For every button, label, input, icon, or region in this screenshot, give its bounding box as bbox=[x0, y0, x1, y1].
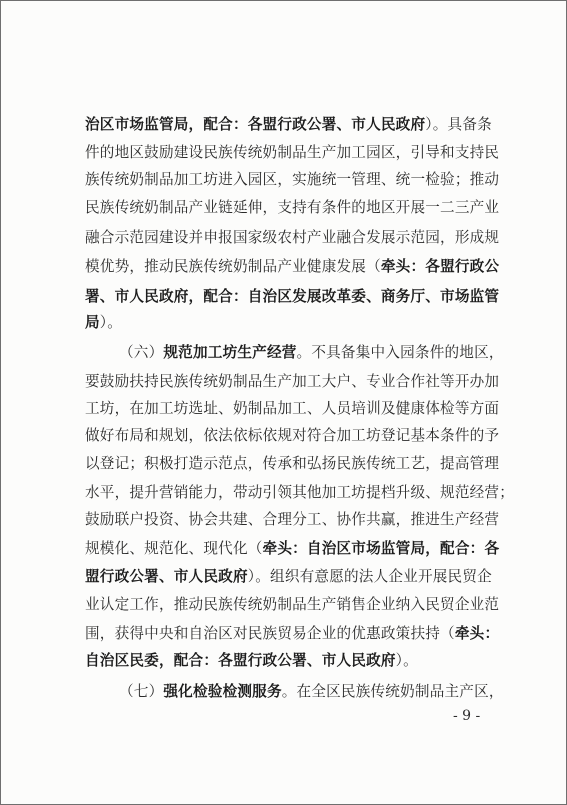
text-line bbox=[119, 344, 504, 362]
text-run: 融合示范园建设并申报国家级农村产业融合发展示范园，形成规 bbox=[85, 229, 500, 246]
bold-text-run: 牵头：各盟行政公 bbox=[380, 258, 500, 275]
text-run: 。在全区民族传统奶制品主产区， bbox=[281, 683, 504, 700]
text-line bbox=[85, 171, 499, 189]
text-run: 件的地区鼓励建设民族传统奶制品生产加工园区，引导和支持民 bbox=[85, 144, 500, 161]
text-line bbox=[85, 568, 492, 586]
bold-text-run: 强化检验检测服务 bbox=[163, 683, 282, 700]
bold-text-run: 治区市场监管局，配合：各盟行政公署、市人民政府 bbox=[85, 116, 426, 133]
text-run: ）。组织有意愿的法人企业开展民贸企 bbox=[247, 568, 492, 585]
text-run: 模优势，推动民族传统奶制品产业健康发展（ bbox=[85, 258, 381, 275]
text-line bbox=[85, 484, 514, 502]
page-number: - 9 - bbox=[453, 708, 481, 724]
bold-text-run: 局 bbox=[85, 314, 100, 331]
bold-text-run: 牵头：自治区市场监管局，配合：各 bbox=[262, 540, 500, 557]
text-line bbox=[85, 652, 418, 670]
text-line bbox=[85, 455, 499, 473]
text-line bbox=[85, 314, 122, 332]
text-run: 以登记；积极打造示范点，传承和弘扬民族传统工艺，提高管理 bbox=[85, 455, 500, 472]
text-run: ）。 bbox=[395, 652, 418, 669]
text-line bbox=[85, 199, 499, 217]
text-run: （六） bbox=[119, 344, 164, 361]
text-line bbox=[85, 596, 499, 614]
text-run: 规模化、规范化、现代化（ bbox=[85, 540, 263, 557]
text-run: 工坊，在加工坊选址、奶制品加工、人员培训及健康体检等方面 bbox=[85, 400, 500, 417]
text-run: 族传统奶制品加工坊进入园区，实施统一管理、统一检验；推动 bbox=[85, 171, 500, 188]
bold-text-run: 署、市人民政府，配合：自治区发展改革委、商务厅、市场监管 bbox=[85, 288, 500, 305]
text-line bbox=[119, 683, 504, 701]
text-run: 民族传统奶制品产业链延伸，支持有条件的地区开展一二三产业 bbox=[85, 199, 500, 216]
text-run: 。不具备集中入园条件的地区， bbox=[296, 344, 504, 361]
bold-text-run: 规范加工坊生产经营 bbox=[163, 344, 297, 361]
text-line bbox=[85, 540, 499, 558]
text-line bbox=[85, 625, 499, 643]
text-run: ）。 bbox=[99, 314, 123, 331]
text-line bbox=[85, 144, 499, 162]
text-run: 要鼓励扶持民族传统奶制品生产加工大户、专业合作社等开办加 bbox=[85, 373, 500, 390]
text-line bbox=[85, 116, 492, 134]
text-line bbox=[85, 427, 499, 445]
text-run: 水平，提升营销能力，带动引领其他加工坊提档升级、规范经营； bbox=[85, 484, 515, 501]
text-run: ）。具备条 bbox=[425, 116, 492, 133]
bold-text-run: 牵头： bbox=[454, 625, 500, 642]
text-run: 做好布局和规划，依法依标依规对符合加工坊登记基本条件的予 bbox=[85, 427, 500, 444]
text-line bbox=[85, 229, 499, 247]
text-line bbox=[85, 400, 499, 418]
bold-text-run: 自治区民委，配合：各盟行政公署、市人民政府 bbox=[85, 652, 396, 669]
text-line bbox=[85, 288, 499, 306]
text-run: 鼓励联户投资、协会共建、合理分工、协作共赢，推进生产经营 bbox=[85, 511, 500, 528]
text-line bbox=[85, 373, 499, 391]
bold-text-run: 盟行政公署、市人民政府 bbox=[85, 568, 248, 585]
text-run: 围，获得中央和自治区对民族贸易企业的优惠政策扶持（ bbox=[85, 625, 455, 642]
text-line bbox=[85, 511, 499, 529]
text-run: 业认定工作，推动民族传统奶制品生产销售企业纳入民贸企业范 bbox=[85, 596, 500, 613]
text-run: （七） bbox=[119, 683, 164, 700]
text-line bbox=[85, 258, 499, 276]
